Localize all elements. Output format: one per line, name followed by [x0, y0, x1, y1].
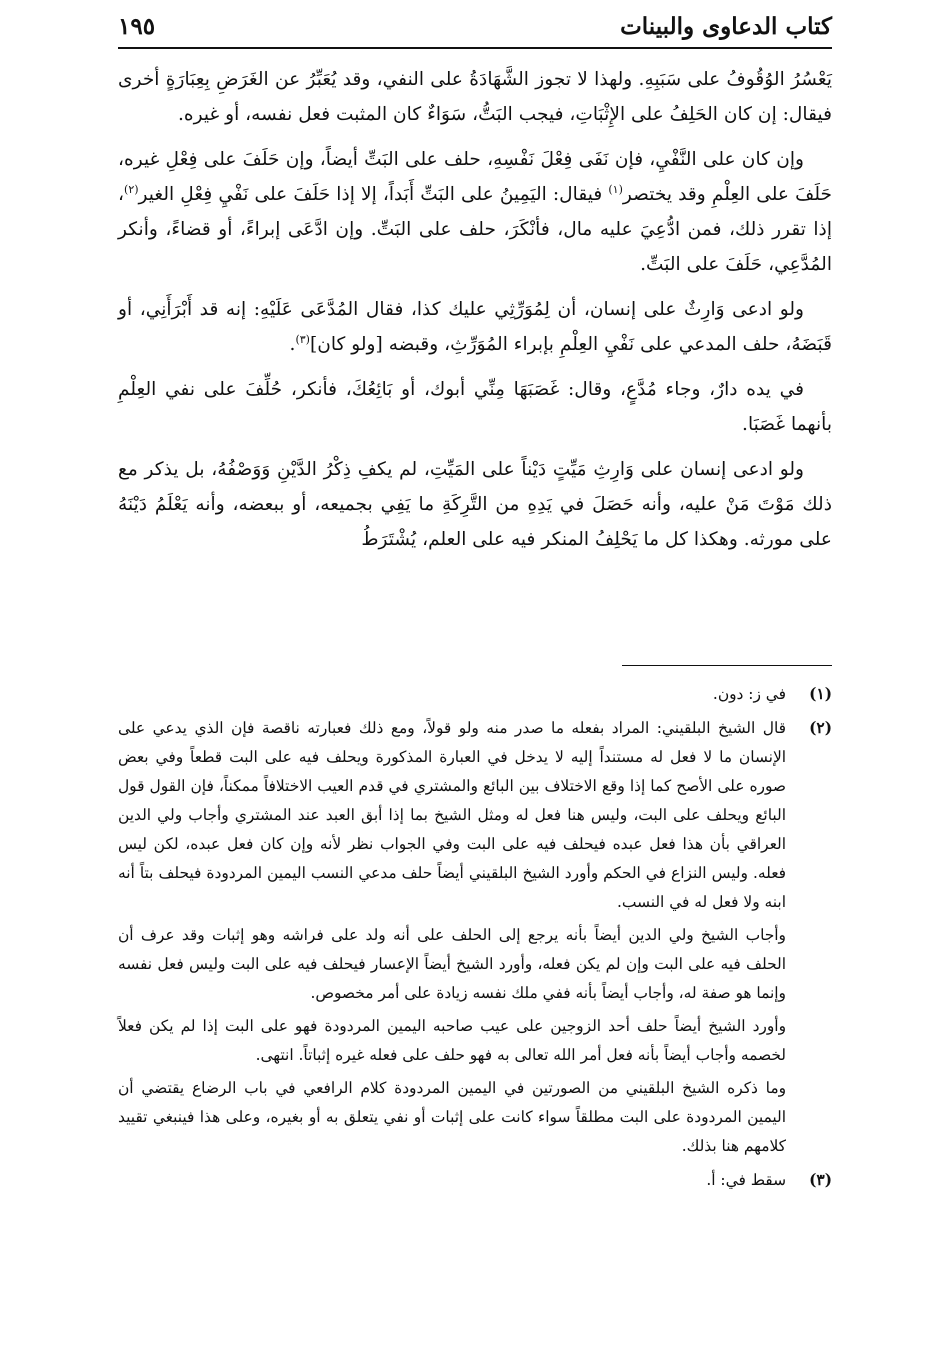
paragraph-text: وإن كان على النَّفْيِ، فإن نَفَى فِعْلَ نَفْسِهِ، حلف على البَتِّ أيضاً، وإن حَلَفَ على فِعْلِ غيره، حَلَفَ على العِلْمِ وقد يختصر: [118, 149, 832, 205]
footnote-number: (١): [809, 685, 832, 703]
running-title: كتاب الدعاوى والبينات: [620, 12, 832, 40]
footnotes: [118, 680, 832, 1200]
footnote-text: وأورد الشيخ أيضاً حلف أحد الزوجين على عيب صاحبه اليمين المردودة فهو على البت إذا لم يكن فعلاً لخصمه وأجاب أيضاً بأنه فعل أمر الله تعالى به فهو حلف على فعله غيره إثباتاً. انتهى.: [118, 1017, 786, 1064]
footnote-rule: [622, 665, 832, 666]
footnote-ref[interactable]: (١): [608, 182, 623, 196]
footnote: [118, 680, 832, 713]
footnote-text: وأجاب الشيخ ولي الدين أيضاً بأنه يرجع إلى الحلف على أنه ولد على فراشه وهو إثبات وقد عرف أن الحلف فيه على البت وإن لم يكن فعله، وأورد الشيخ أيضاً الإعسار فيحلف فيه على البت وليس فعل نفسه وإنما هو صفة له، وأجاب أيضاً بأنه ففي ملك نفسه زيادة على أمر مخصوص.: [118, 926, 786, 1002]
footnote-ref[interactable]: (٣): [295, 332, 310, 346]
paragraph: [118, 292, 832, 362]
footnote-text: سقط في: أ.: [706, 1171, 786, 1189]
footnote-body: [118, 1166, 786, 1199]
footnote: [118, 1166, 832, 1199]
footnote-body: [118, 714, 786, 1165]
page-number: ١٩٥: [118, 12, 156, 40]
paragraph-text: ، إذا تقرر ذلك، فمن ادُّعِيَ عليه مال، فأنْكَرَ، حلف على البَتِّ. وإن ادَّعَى إبراءً، أو قضاءً، وأنكر المُدَّعِي، حَلَفَ على البَتِّ.: [118, 184, 832, 275]
paragraph-text: .: [289, 334, 296, 355]
footnote-ref[interactable]: (٢): [124, 182, 139, 196]
footnote-text: في ز: دون.: [712, 685, 786, 703]
paragraph: [118, 142, 832, 282]
paragraph-text: يَعْسُرُ الوُقُوفُ على سَبَبِهِ. ولهذا لا تجوز الشَّهَادَةُ على النفي، وقد يُعَبِّرُ عن الغَرَضِ بِعِبَارَةٍ أخرى فيقال: إن كان الحَلِفُ على الإِثْبَاتِ، فيجب البَتُّ، سَوَاءٌ كان المثبت فعل نفسه، أو غيره.: [118, 69, 832, 125]
page-header: [118, 8, 832, 44]
paragraph-text: فيقال: اليَمِينُ على البَتِّ أَبَداً، إلا إذا حَلَفَ على نَفْيِ فِعْلِ الغير: [138, 184, 609, 205]
paragraph: [118, 452, 832, 557]
paragraph-text: ولو ادعى وَارِثٌ على إنسان، أن لِمُوَرِّثِي عليك كذا، فقال المُدَّعَى عَلَيْهِ: إنه قد أَبْرَأَنِي، أو قَبَضَهُ، حلف المدعي على نَفْيِ العِلْمِ بإبراء المُوَرِّثِ، وقبضه [ولو كان]: [118, 299, 832, 355]
footnote: [118, 714, 832, 1165]
footnote-number: (٣): [809, 1171, 832, 1189]
main-text: [118, 62, 832, 567]
footnote-text: قال الشيخ البلقيني: المراد بفعله ما صدر منه ولو قولاً، ومع ذلك فعبارته ناقصة فإن الذي يدعي على الإنسان ما لا فعل له مستنداً إليه لا يدخل في العبارة المذكورة ويحلف فيه على البت قطعاً وفي بعض صوره على الأصح كما إذا وقع الاختلاف بين البائع والمشتري في قدم العيب الاختلافاً ممكناً، فإن القول قول البائع ويحلف على البت، وليس هنا فعل له ومثل الشيخ بما إذا أبق العبد عند المشتري وأجاب ولي الدين العراقي بأن هذا فعل عبده فيحلف فيه على البت وفي الجواب نظر لأنه وإن كان فعل عبده، لكن ليس فعله. وليس النزاع في الحكم وأورد الشيخ البلقيني أيضاً حلف مدعي النسب اليمين المردودة فيحلف بتاً أنه ابنه ولا فعل له في النسب.: [118, 719, 786, 911]
footnote-number: (٢): [809, 719, 832, 737]
paragraph-text: ولو ادعى إنسان على وَارِثِ مَيِّتٍ دَيْناً على المَيِّتِ، لم يكفِ ذِكْرُ الدَّيْنِ وَوَصْفُهُ، بل يذكر مع ذلك مَوْتَ مَنْ عليه، وأنه حَصَلَ في يَدِهِ من التَّرِكَةِ ما يَفِي بجميعه، أو ببعضه، وأنه يَعْلَمُ دَيْنَهُ على مورثه. وهكذا كل ما يَحْلِفُ المنكر فيه على العلم، يُشْتَرَطُ: [118, 459, 832, 550]
footnote-body: [118, 680, 786, 713]
footnote-text: وما ذكره الشيخ البلقيني من الصورتين في اليمين المردودة كلام الرافعي في باب الرضاع يقتضي أن اليمين المردودة على البت مطلقاً سواء كانت على إثبات أو نفي يتعلق به أو بغيره، وعلى هذا فينبغي تقييد كلامهم هنا بذلك.: [118, 1079, 786, 1155]
header-rule: [118, 47, 832, 49]
paragraph: [118, 372, 832, 442]
paragraph: [118, 62, 832, 132]
paragraph-text: في يده دارٌ، وجاء مُدَّعٍ، وقال: غَصَبَهَا مِنِّي أبوك، أو بَائِعُكَ، فأنكر، حُلِّفَ على نفي العِلْمِ بأنهما غَصَبَا.: [118, 379, 832, 435]
